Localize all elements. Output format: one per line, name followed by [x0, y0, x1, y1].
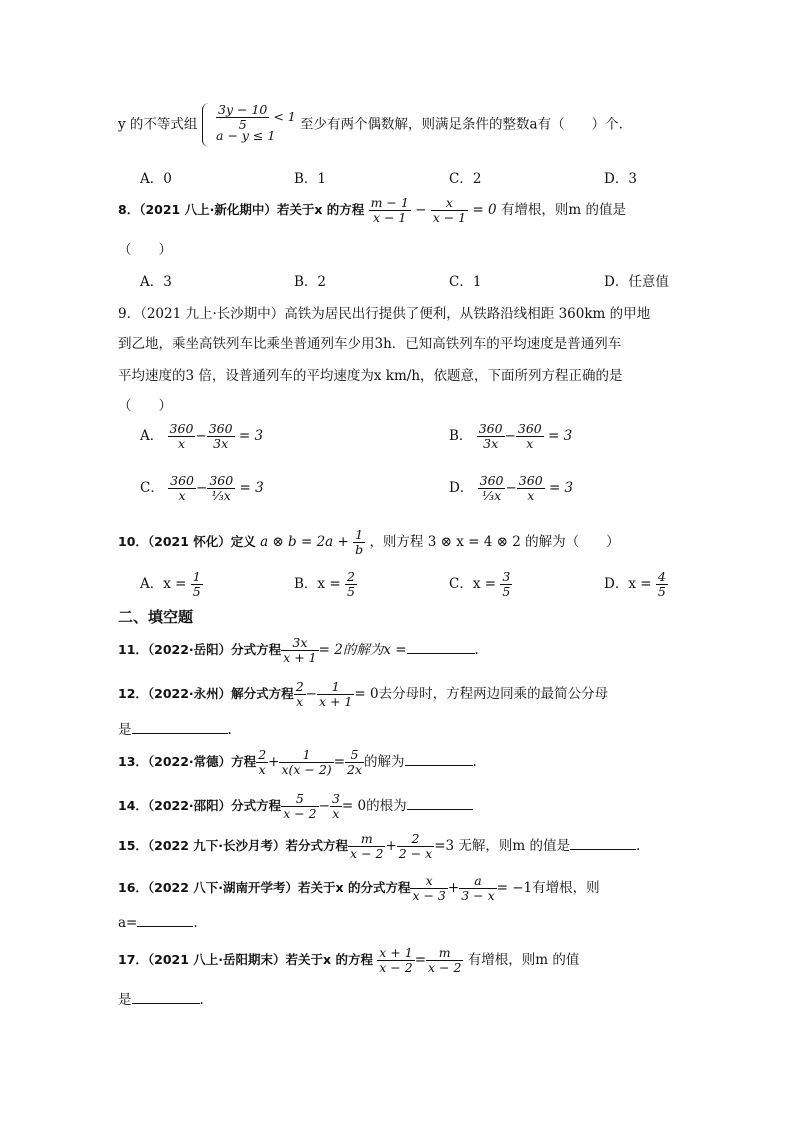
q12-frac2-den: x + 1	[318, 694, 353, 709]
q13-lead: 13．（2022·常德）方程	[118, 754, 257, 769]
q17-answer-blank[interactable]	[132, 991, 200, 1004]
q9-paren: （ ）	[118, 398, 172, 414]
q15-line	[118, 832, 640, 861]
q17-frac1-num: x + 1	[379, 945, 413, 960]
q9-a-label: A．	[140, 428, 164, 444]
q16-tail: = −1有增根，则	[496, 880, 600, 896]
q12-tail: = 0去分母时，方程两边同乘的最简公分母	[354, 686, 609, 702]
q10-b-label: B．x =	[294, 576, 341, 592]
q10-lead: 10．（2021 怀化）定义	[118, 534, 256, 549]
q13-frac2-num: 1	[279, 748, 333, 763]
q9-a-rhs: = 3	[238, 428, 264, 444]
q10-b-num: 2	[346, 569, 355, 584]
q14-frac2-num: 3	[331, 791, 340, 806]
q17-frac2-num: m	[426, 946, 463, 961]
q9-d-d1: ⅓x	[481, 488, 502, 503]
q8-option-d: D．任意值	[604, 274, 669, 290]
sys2: a − y ≤ 1	[216, 128, 276, 143]
q10-tail: ，则方程 3 ⊗ x = 4 ⊗ 2 的解为（ ）	[369, 534, 620, 550]
q14-frac1-den: x − 2	[283, 806, 317, 821]
q10-def: a ⊗ b = 2a +	[260, 534, 349, 550]
q9-d-n1: 360	[479, 473, 504, 488]
q9-line3: 平均速度的3 倍，设普通列车的平均速度为x km/h，依题意，下面所列方程正确的是	[118, 368, 623, 384]
inequality-system	[216, 103, 296, 147]
q12-end: .	[227, 722, 232, 738]
q14-answer-blank[interactable]	[407, 797, 473, 810]
q10-option-c	[449, 570, 512, 599]
q9-option-d: D． $\frac{360}{\text{⅓x}}$ − $\frac{360}{x}$ = 3	[449, 473, 574, 503]
q7-lead: y 的不等式组	[118, 116, 198, 133]
q9-d-n2: 360	[518, 473, 543, 488]
q9-option-a: A． $\frac{360}{x}$ − $\frac{360}{3x}$ = 3	[140, 421, 264, 451]
q9-option-c: C． $\frac{360}{x}$ − $\frac{360}{\text{⅓x}}$ = 3	[140, 473, 264, 503]
q13-frac2-den: x(x − 2)	[281, 762, 332, 777]
q13-line	[118, 748, 477, 777]
q11-answer-blank[interactable]	[407, 641, 475, 654]
q14-frac1-num: 5	[281, 792, 318, 807]
q13-answer-blank[interactable]	[405, 753, 473, 766]
q12-line2	[118, 718, 232, 738]
q14-frac2-den: x	[332, 806, 340, 821]
q9-c-rhs: = 3	[239, 480, 264, 496]
q8-eq: = 0	[472, 202, 497, 218]
q11-line	[118, 636, 479, 665]
q7-option-c: C．2	[449, 171, 482, 187]
q16-answer-blank[interactable]	[137, 914, 193, 927]
q9-b-n1: 360	[478, 421, 503, 436]
sys1-relation: < 1	[273, 109, 296, 124]
sys1-numerator: 3y − 10	[218, 102, 268, 117]
q7-option-a: A．0	[140, 171, 172, 187]
q14-lead: 14．（2022·邵阳）分式方程	[118, 798, 282, 813]
system-brace	[202, 103, 209, 147]
q16-end: .	[193, 915, 198, 931]
q10-frac-num: 1	[353, 528, 365, 543]
q13-end: .	[472, 754, 477, 770]
q10-a-num: 1	[192, 569, 201, 584]
q7-tail: 至少有两个偶数解，则满足条件的整数a有（ ）个.	[300, 116, 623, 133]
q10-a-label: A．x =	[140, 576, 187, 592]
q9-b-d1: 3x	[483, 436, 499, 451]
q8-paren: （ ）	[118, 242, 172, 258]
q15-op: +	[385, 838, 397, 854]
q15-frac1-den: x − 2	[350, 846, 384, 861]
q11-frac-den: x + 1	[283, 650, 317, 665]
q9-a-n1: 360	[169, 421, 194, 436]
q9-c-n1: 360	[170, 473, 194, 488]
q10-d-label: D．x =	[604, 576, 652, 592]
q10-option-d	[604, 570, 668, 599]
q9-d-label: D．	[449, 480, 474, 496]
q16-frac1-den: x − 3	[412, 888, 446, 903]
q15-end: .	[636, 838, 641, 854]
q10-d-num: 4	[657, 569, 666, 584]
q8-line	[118, 196, 626, 225]
q12-line	[118, 680, 608, 709]
q9-d-rhs: = 3	[548, 480, 574, 496]
q14-tail: = 0的根为	[341, 798, 407, 814]
q16-op: +	[447, 880, 460, 896]
q8-tail: 有增根，则m 的值是	[500, 202, 627, 218]
q8-frac1-num: m − 1	[370, 195, 409, 210]
q9-d-d2: x	[527, 488, 535, 503]
q10-a-den: 5	[192, 584, 201, 599]
q13-frac3-den: 2x	[347, 762, 363, 777]
q15-frac2-num: 2	[397, 832, 434, 847]
q11-lead: 11．（2022·岳阳）分式方程	[118, 642, 282, 657]
q9-line1: 9．（2021 九上·长沙期中）高铁为居民出行提供了便利，从铁路沿线相距 360km 的甲地	[118, 306, 651, 322]
q8-option-b: B．2	[294, 274, 327, 290]
q17-line2-text: 是	[118, 992, 132, 1008]
q16-frac1-num: x	[410, 874, 447, 889]
q12-frac1-den: x	[296, 694, 304, 709]
q15-answer-blank[interactable]	[570, 837, 636, 850]
q7-option-d: D．3	[604, 171, 637, 187]
q16-frac2-den: 3 − x	[461, 888, 495, 903]
q13-tail: 的解为	[364, 754, 405, 770]
q9-c-n2: 360	[209, 473, 234, 488]
q11-eq: = 2的解为x =	[318, 642, 407, 658]
q9-option-b: B． $\frac{360}{3x}$ − $\frac{360}{x}$ = 3	[449, 421, 573, 451]
q8-op: −	[415, 202, 427, 218]
q10-option-b	[294, 570, 357, 599]
q10-frac-den: b	[355, 542, 364, 557]
q10-c-label: C．x =	[449, 576, 497, 592]
q17-line	[118, 946, 579, 975]
q16-line2-text: a=	[118, 915, 138, 931]
q12-line2-text: 是	[118, 722, 132, 738]
q17-tail: 有增根，则m 的值	[467, 952, 580, 968]
q12-lead: 12．（2022·永州）解分式方程	[118, 686, 294, 701]
q9-c-d1: x	[178, 488, 186, 503]
q15-tail: =3 无解，则m 的值是	[434, 838, 571, 854]
q13-op: +	[268, 754, 280, 770]
q17-line2	[118, 988, 204, 1008]
q9-line2: 到乙地，乘坐高铁列车比乘坐普通列车少用3h．已知高铁列车的平均速度是普通列车	[118, 336, 622, 352]
q15-frac2-den: 2 − x	[398, 846, 433, 861]
q14-op: −	[318, 798, 330, 814]
q13-frac1-den: x	[258, 762, 266, 777]
q7-option-b: B．1	[294, 171, 327, 187]
q12-op: −	[305, 686, 317, 702]
q9-b-label: B．	[449, 428, 473, 444]
q9-b-d2: x	[526, 436, 534, 451]
q17-lead: 17．（2021 八上·岳阳期末）若关于x 的方程	[118, 952, 373, 967]
q17-end: .	[199, 992, 204, 1008]
q16-line2	[118, 914, 198, 931]
q8-frac2-num: x	[431, 196, 468, 211]
q15-lead: 15．（2022 九下·长沙月考）若分式方程	[118, 838, 349, 853]
q12-frac2-num: 1	[317, 680, 354, 695]
q9-a-d2: 3x	[213, 436, 229, 451]
sys1-denominator: 5	[238, 117, 247, 132]
q17-frac1-den: x − 2	[379, 960, 413, 975]
q10-b-den: 5	[346, 584, 355, 599]
q8-option-c: C．1	[449, 274, 482, 290]
q10-c-num: 3	[502, 569, 511, 584]
q12-answer-blank[interactable]	[132, 721, 228, 734]
q11-frac-num: 3x	[281, 636, 318, 651]
q13-frac3-num: 5	[345, 748, 364, 763]
q13-frac1-num: 2	[258, 747, 267, 762]
q8-option-a: A．3	[140, 274, 172, 290]
q9-b-n2: 360	[517, 421, 542, 436]
q16-lead: 16．（2022 八下·湖南开学考）若关于x 的分式方程	[118, 880, 411, 895]
q8-frac1-den: x − 1	[372, 210, 407, 225]
q7-line	[118, 103, 623, 147]
q10-option-a	[140, 570, 203, 599]
q10-c-den: 5	[502, 584, 511, 599]
q17-frac2-den: x − 2	[428, 960, 462, 975]
q11-end: .	[474, 642, 479, 658]
q16-frac2-num: a	[459, 874, 496, 889]
q9-a-n2: 360	[208, 421, 233, 436]
q12-frac1-num: 2	[295, 679, 304, 694]
q13-eq: =	[333, 754, 345, 770]
section-title-fill-in: 二、填空题	[118, 608, 194, 626]
q17-eq: =	[414, 952, 426, 968]
q15-frac1-num: m	[348, 832, 385, 847]
q10-d-den: 5	[657, 584, 666, 599]
q8-frac2-den: x − 1	[432, 210, 467, 225]
q16-line	[118, 874, 600, 903]
q9-c-d2: ⅓x	[211, 488, 231, 503]
q9-c-label: C．	[140, 480, 164, 496]
q8-lead: 8．（2021 八上·新化期中）若关于x 的方程	[118, 202, 365, 217]
q10-line	[118, 528, 620, 557]
q14-line	[118, 792, 473, 821]
q9-a-d1: x	[177, 436, 185, 451]
q9-b-rhs: = 3	[548, 428, 573, 444]
